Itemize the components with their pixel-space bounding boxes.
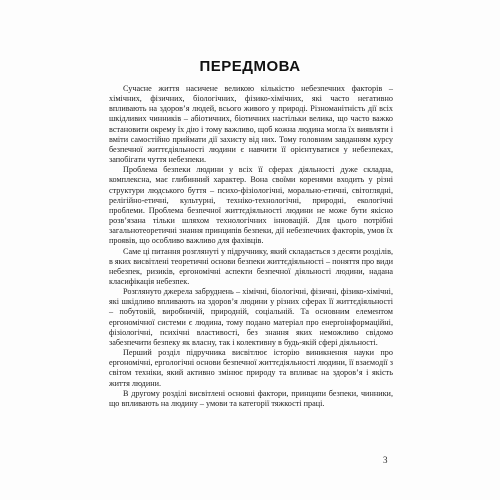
body-text: [109, 84, 393, 409]
paragraph: В другому розділі висвітлені основні фактори, принципи безпеки, чинники, що впливають на людину – умови та категорії тяжкості праці.: [109, 388, 393, 408]
page-number: 3: [383, 455, 388, 465]
paragraph: Проблема безпеки людини у всіх її сферах діяльності дуже складна, комплексна, має глибинний характер. Вона своїми коренями входить у різні структури людського буття – психо-фізіологічні, морально-етичні, світоглядні, релігійно-етичні, культурні, техніко-технологічні, природні, екологічні проблеми. Проблема безпечної життєдіяльності людини не може бути якісно розв’язана тільки шляхом технологічних інновацій. Для цього потрібні загальнотеоретичні знання принципів безпеки, дії небезпечних факторів, умов їх проявів, що особливо важливо для фахівців.: [109, 165, 393, 246]
paragraph: Саме ці питання розглянуті у підручнику, який складається з десяти розділів, в яких висвітлені теоретичні основи безпеки життєдіяльності – поняття про види небезпек, ризиків, ергономічні аспекти безпечної діяльності людини, надана класифікація небезпек.: [109, 246, 393, 286]
paragraph: Перший розділ підручника висвітлює історію виникнення науки про ергономічні, ергологічні основи безпечної життєдіяльності людини, її взаємодії з світом техніки, який активно змінює природу та впливає на здоров’я і якість життя людини.: [109, 348, 393, 388]
paragraph: Розглянуто джерела забруднень – хімічні, біологічні, фізичні, фізико-хімічні, які шкідливо впливають на здоров’я людини у різних сферах її життєдіяльності – побутовій, виробничій, природній, соціальній. Та основним елементом ергономічної системи є людина, тому подано матеріал про енергоінформаційні, фізіологічні, психічні властивості, без знання яких неможливо свідомо забезпечити безпеку як власну, так і колективну в будь-якій сфері діяльності.: [109, 287, 393, 347]
page-title: ПЕРЕДМОВА: [199, 58, 301, 75]
paragraph: Сучасне життя насичене великою кількістю небезпечних факторів – хімічних, фізичних, біологічних, фізико-хімічних, які часто негативно впливають на здоров’я людей, всього живого у природі. Різноманітність дії всіх шкідливих чинників – абіотичних, біотичних настільки велика, що часто важко встановити окрему їх дію і тому важливо, щоб кожна людина могла їх виявляти і вміти самостійно приймати дії захисту від них. Тому головним завданням курсу безпечної життєдіяльності людини є навчити її орієнтуватися у небезпеках, запобігати чуття небезпеки.: [109, 84, 393, 165]
